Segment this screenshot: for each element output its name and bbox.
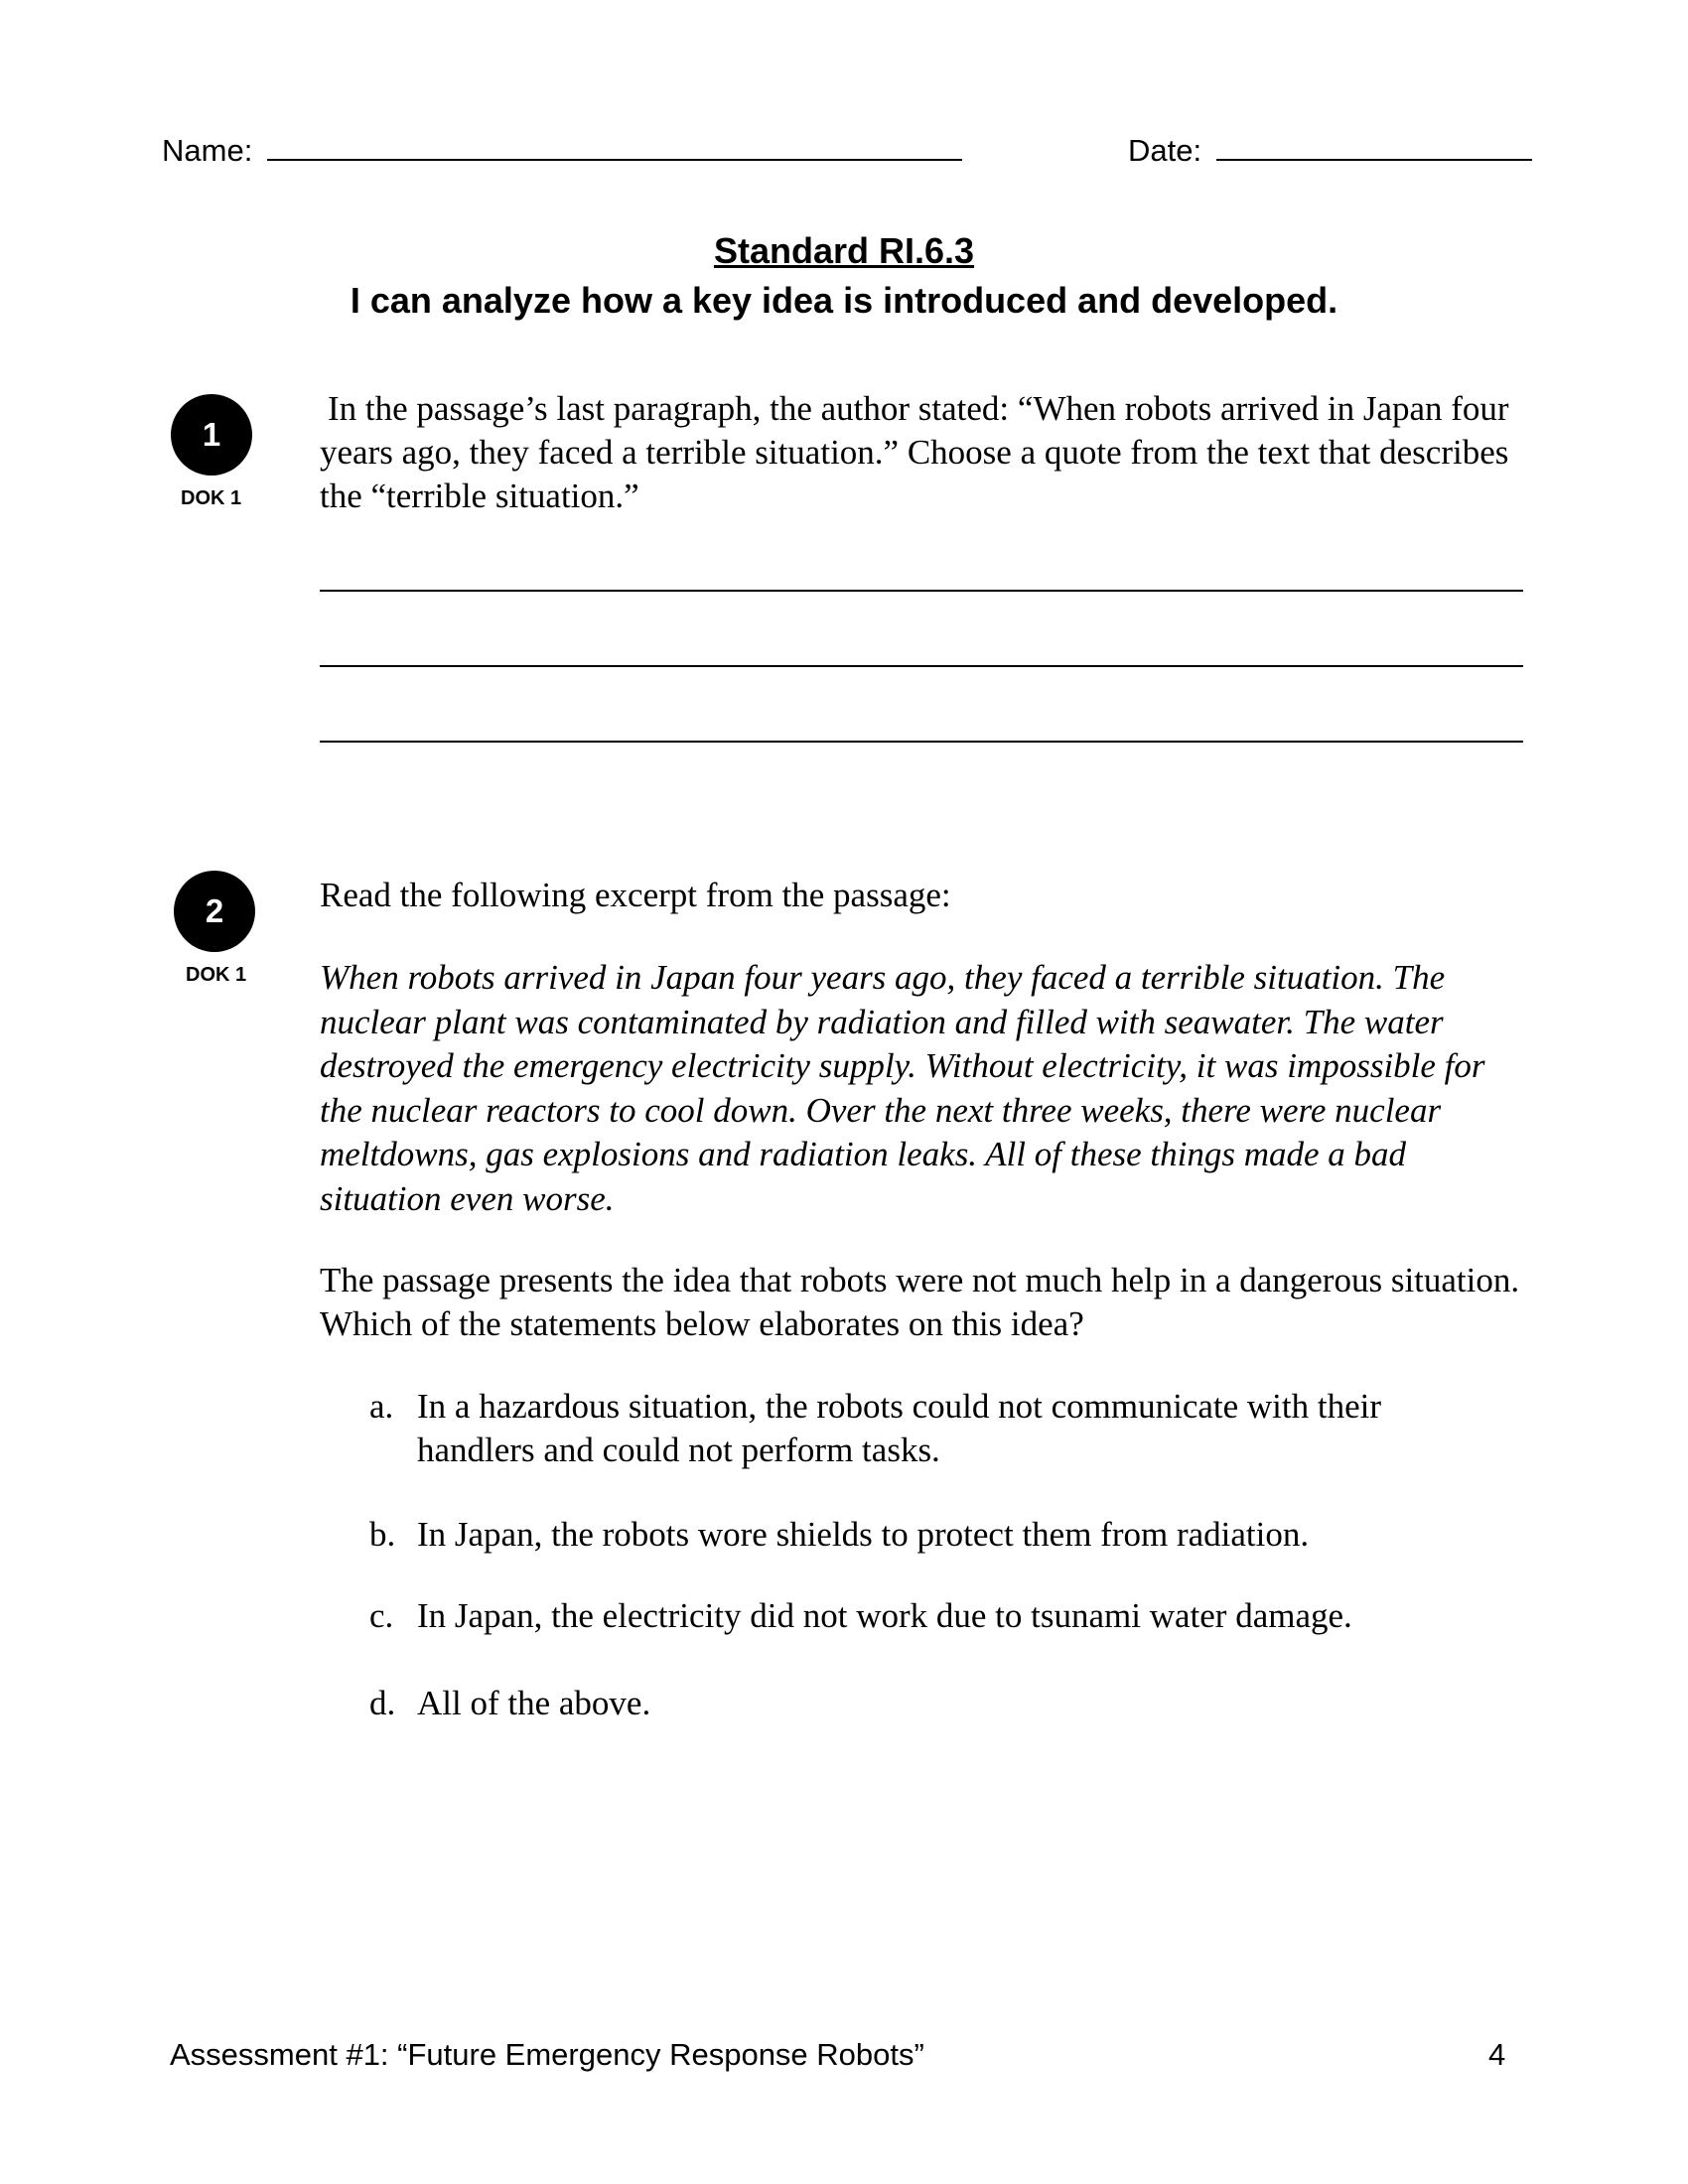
option-b-text: In Japan, the robots wore shields to protect them from radiation. xyxy=(417,1515,1310,1554)
date-field-row xyxy=(1128,133,1532,169)
option-a-letter: a. xyxy=(369,1387,394,1426)
option-d-text: All of the above. xyxy=(417,1684,651,1722)
footer-page-number: 4 xyxy=(1488,2037,1506,2072)
option-c[interactable] xyxy=(369,1594,1501,1638)
option-b-letter: b. xyxy=(369,1515,396,1554)
question-2-prompt: The passage presents the idea that robots were not much help in a dangerous situation. Which of the statements below elaborates on this idea? xyxy=(320,1261,1520,1343)
name-field-row xyxy=(162,133,962,169)
question-1-prompt: In the passage’s last paragraph, the author stated: “When robots arrived in Japan four years ago, they faced a terrible situation.” Choose a quote from the text that describes the “terrible situation.” xyxy=(320,389,1509,515)
question-1-answer-line-3[interactable] xyxy=(320,741,1523,743)
question-1-answer-line-1[interactable] xyxy=(320,590,1523,592)
footer-assessment-title: Assessment #1: “Future Emergency Response Robots” xyxy=(170,2037,924,2072)
question-1-dok-label: DOK 1 xyxy=(181,487,242,509)
question-2-dok-label: DOK 1 xyxy=(186,964,247,986)
option-d-letter: d. xyxy=(369,1684,396,1722)
question-2-intro: Read the following excerpt from the passage: xyxy=(320,876,951,914)
standard-title: Standard RI.6.3 xyxy=(713,230,975,271)
date-label: Date: xyxy=(1128,133,1202,168)
question-1-answer-line-2[interactable] xyxy=(320,665,1523,667)
name-label: Name: xyxy=(162,133,253,168)
option-a-text: In a hazardous situation, the robots could not communicate with their handlers and could not perform tasks. xyxy=(417,1387,1382,1469)
name-input-line[interactable] xyxy=(267,137,962,161)
question-2-number-badge: 2 xyxy=(174,871,255,952)
date-input-line[interactable] xyxy=(1216,137,1532,161)
option-c-text: In Japan, the electricity did not work due to tsunami water damage. xyxy=(417,1596,1352,1635)
option-c-letter: c. xyxy=(369,1596,394,1635)
option-a[interactable] xyxy=(369,1385,1501,1472)
question-2-excerpt: When robots arrived in Japan four years ago, they faced a terrible situation. The nuclear plant was contaminated by radiation and filled with seawater. The water destroyed the emergency electricity supply. Without electricity, it was impossible for the nuclear reactors to cool down. Over the next three weeks, there were nuclear meltdowns, gas explosions and radiation leaks. All of these things made a bad situation even worse. xyxy=(320,958,1485,1218)
option-d[interactable] xyxy=(369,1682,1501,1725)
question-1-number-badge: 1 xyxy=(171,394,252,476)
objective-title: I can analyze how a key idea is introduced and developed. xyxy=(350,280,1338,321)
option-b[interactable] xyxy=(369,1513,1501,1557)
